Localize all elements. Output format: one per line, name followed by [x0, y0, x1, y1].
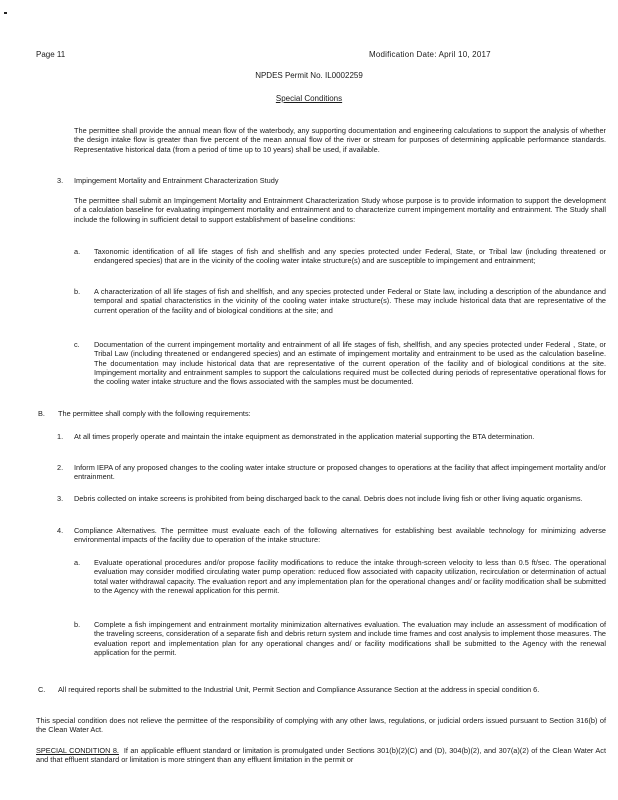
- section-b-intro: The permittee shall comply with the following requirements:: [58, 409, 251, 418]
- item-3-number: 3.: [57, 176, 64, 185]
- b-item-1-number: 1.: [57, 432, 64, 441]
- b-item-3-text: Debris collected on intake screens is prohibited from being discharged back to the canal. Debris does not include living fish or other living aquatic organisms.: [74, 494, 583, 503]
- special-condition-8: [36, 746, 606, 765]
- b-item-1-text: At all times properly operate and maintain the intake equipment as demonstrated in the application material supporting the BTA determination.: [74, 432, 535, 441]
- b-item-4b-text: Complete a fish impingement and entrainment mortality minimization alternatives evaluation. The evaluation may include an assessment of modification of the traveling screens, consideration of a separate fish and debris return system and include time frames and cost analysis to implement those measures. The evaluation report and implementation plan for any operational changes and/ or facility modifications shall be submitted to the Agency with the renewal application for the permit.: [94, 620, 606, 657]
- closing-paragraph: This special condition does not relieve the permittee of the responsibility of complying with any other laws, regulations, or judicial orders issued pursuant to Section 316(b) of the Clean Water Act.: [36, 716, 606, 735]
- item-3b-text: A characterization of all life stages of fish and shellfish, and any species protected under Federal or State law, including a description of the abundance and temporal and spatial characteristics in the vicinity of the cooling water intake structure(s). These may include historical data that are representative of the current operation of the facility and of biological conditions at the site; and: [94, 287, 606, 315]
- special-condition-8-title: SPECIAL CONDITION 8.: [36, 746, 119, 755]
- item-3c-label: c.: [74, 340, 80, 349]
- b-item-4-number: 4.: [57, 526, 64, 535]
- b-item-4-text: Compliance Alternatives. The permittee must evaluate each of the following alternatives for establishing best available technology for minimizing adverse environmental impacts of the facility due to operation of the intake structure:: [74, 526, 606, 545]
- permit-number: NPDES Permit No. IL0002259: [255, 71, 363, 80]
- item-3a-label: a.: [74, 247, 81, 256]
- b-item-4a-text: Evaluate operational procedures and/or propose facility modifications to reduce the intake through-screen velocity to less than 0.5 ft/sec. The operational evaluation may consider modified circulating water pump operation: reduced flow associated with capacity utilization, recirculation or determination of actual total water withdrawal capacity. The evaluation report and any implementation plan for the operational changes and/ or facility modification shall be submitted to the Agency with the renewal application for this permit.: [94, 558, 606, 595]
- section-c-text: All required reports shall be submitted to the Industrial Unit, Permit Section and Compliance Assurance Section at the address in special condition 6.: [58, 685, 540, 694]
- item-3-body: The permittee shall submit an Impingement Mortality and Entrainment Characterization Study whose purpose is to provide information to support the development of a calculation baseline for evaluating impingement mortality and entrainment and to characterize current impingement mortality and entrainment. The Study shall include the following in sufficient detail to support establishment of baseline conditions:: [74, 196, 606, 224]
- intro-paragraph: The permittee shall provide the annual mean flow of the waterbody, any supporting documentation and engineering calculations to support the analysis of whether the design intake flow is greater than five percent of the mean annual flow of the river or stream for purposes of determining applicable performance standards. Representative historical data (from a period of time up to 10 years) shall be used, if available.: [74, 126, 606, 154]
- b-item-2-number: 2.: [57, 463, 64, 472]
- scan-speck: [4, 12, 7, 14]
- section-title: Special Conditions: [275, 94, 343, 103]
- b-item-4a-label: a.: [74, 558, 81, 567]
- item-3b-label: b.: [74, 287, 81, 296]
- item-3-title: Impingement Mortality and Entrainment Characterization Study: [74, 176, 279, 185]
- section-b-label: B.: [38, 409, 45, 418]
- b-item-4b-label: b.: [74, 620, 81, 629]
- modification-date: Modification Date: April 10, 2017: [369, 50, 491, 59]
- section-c-label: C.: [38, 685, 46, 694]
- item-3c-text: Documentation of the current impingement mortality and entrainment of all life stages of fish, shellfish, and any species protected under Federal , State, or Tribal Law (including threatened or endangered species) and an estimate of impingement mortality and entrainment to be used as the calculation baseline. The documentation may include historical data that are representative of the current operation of the facility and of biological conditions at the site. Impingement mortality and entrainment samples to support the calculations required must be collected during periods of representative operational flows for the cooling water intake structure and the flows associated with the samples must be documented.: [94, 340, 606, 387]
- item-3a-text: Taxonomic identification of all life stages of fish and shellfish and any species protected under Federal, State, or Tribal law (including threatened or endangered species) that are in the vicinity of the cooling water intake structure(s) and are susceptible to impingement and entrainment;: [94, 247, 606, 266]
- special-condition-8-text: If an applicable effluent standard or limitation is promulgated under Sections 301(b)(2)(C) and (D), 304(b)(2), and 307(a)(2) of the Clean Water Act and that effluent standard or limitation is more stringent than any effluent limitation in the permit or: [36, 746, 606, 765]
- b-item-2-text: Inform IEPA of any proposed changes to the cooling water intake structure or proposed changes to operations at the facility that affect impingement mortality and/or entrainment.: [74, 463, 606, 482]
- b-item-3-number: 3.: [57, 494, 64, 503]
- page-number: Page 11: [36, 50, 66, 59]
